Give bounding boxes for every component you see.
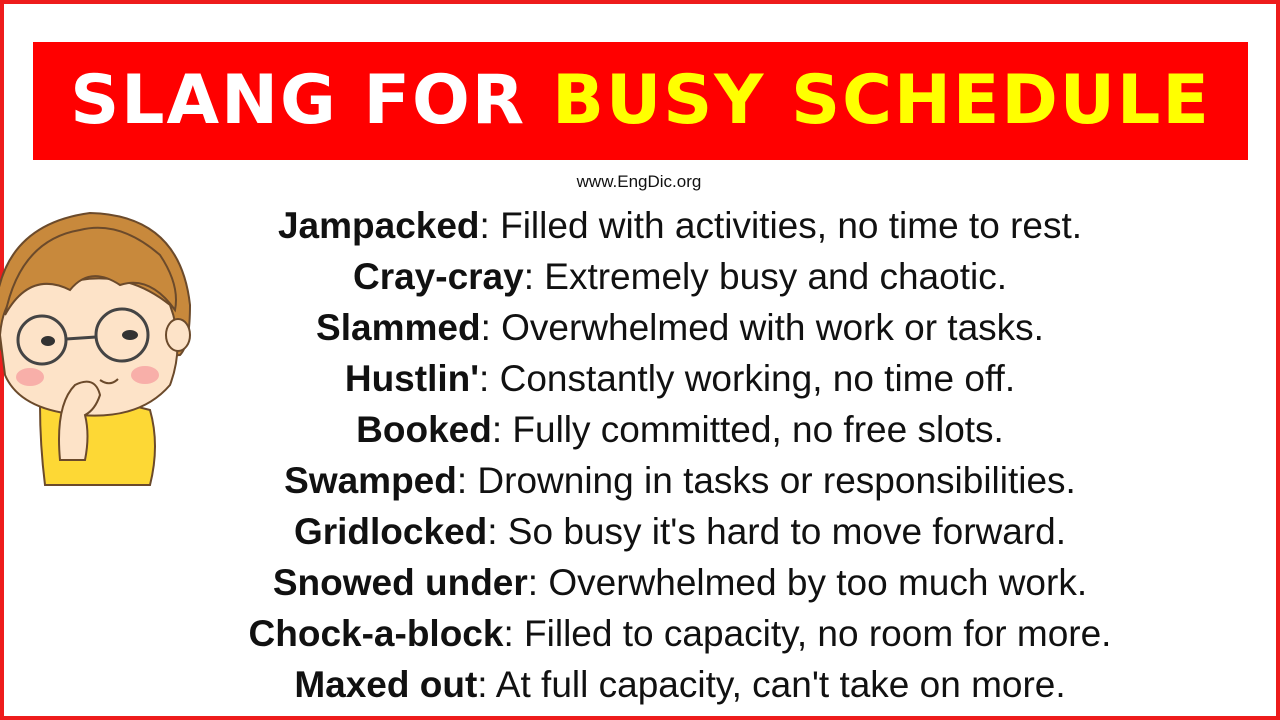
slang-term: Gridlocked	[293, 511, 488, 552]
list-item	[120, 608, 1240, 659]
slang-term: Jampacked	[277, 205, 480, 246]
slang-definition: : Fully committed, no free slots.	[491, 409, 1004, 450]
slang-definition: : So busy it's hard to move forward.	[487, 511, 1067, 552]
website-caption	[0, 172, 1280, 192]
list-item	[120, 557, 1240, 608]
slang-term: Chock-a-block	[248, 613, 504, 654]
slang-list	[120, 200, 1240, 710]
slang-definition: : Filled with activities, no time to rest.	[479, 205, 1083, 246]
slang-term: Swamped	[284, 460, 457, 501]
slang-term: Maxed out	[294, 664, 478, 705]
list-item	[120, 200, 1240, 251]
slang-definition: : Extremely busy and chaotic.	[523, 256, 1007, 297]
title-banner	[33, 42, 1248, 160]
slang-definition: : Overwhelmed by too much work.	[527, 562, 1088, 603]
list-item	[120, 404, 1240, 455]
title-part-2: BUSY SCHEDULE	[552, 61, 1211, 140]
slang-definition: : Filled to capacity, no room for more.	[503, 613, 1112, 654]
slang-term: Snowed under	[272, 562, 528, 603]
list-item	[120, 251, 1240, 302]
list-item	[120, 455, 1240, 506]
slang-term: Booked	[356, 409, 492, 450]
list-item	[120, 506, 1240, 557]
slang-definition: : Drowning in tasks or responsibilities.	[456, 460, 1076, 501]
left-eye	[41, 336, 55, 346]
slang-term: Hustlin'	[344, 358, 480, 399]
slang-definition: : Overwhelmed with work or tasks.	[480, 307, 1044, 348]
slang-term: Cray-cray	[352, 256, 524, 297]
slang-definition: : At full capacity, can't take on more.	[477, 664, 1066, 705]
website-text: www.EngDic.org	[576, 172, 702, 191]
left-cheek	[16, 368, 44, 386]
list-item	[120, 353, 1240, 404]
title-part-1: SLANG FOR	[70, 61, 527, 140]
slang-definition: : Constantly working, no time off.	[479, 358, 1016, 399]
slang-term: Slammed	[316, 307, 481, 348]
list-item	[120, 302, 1240, 353]
list-item	[120, 659, 1240, 710]
